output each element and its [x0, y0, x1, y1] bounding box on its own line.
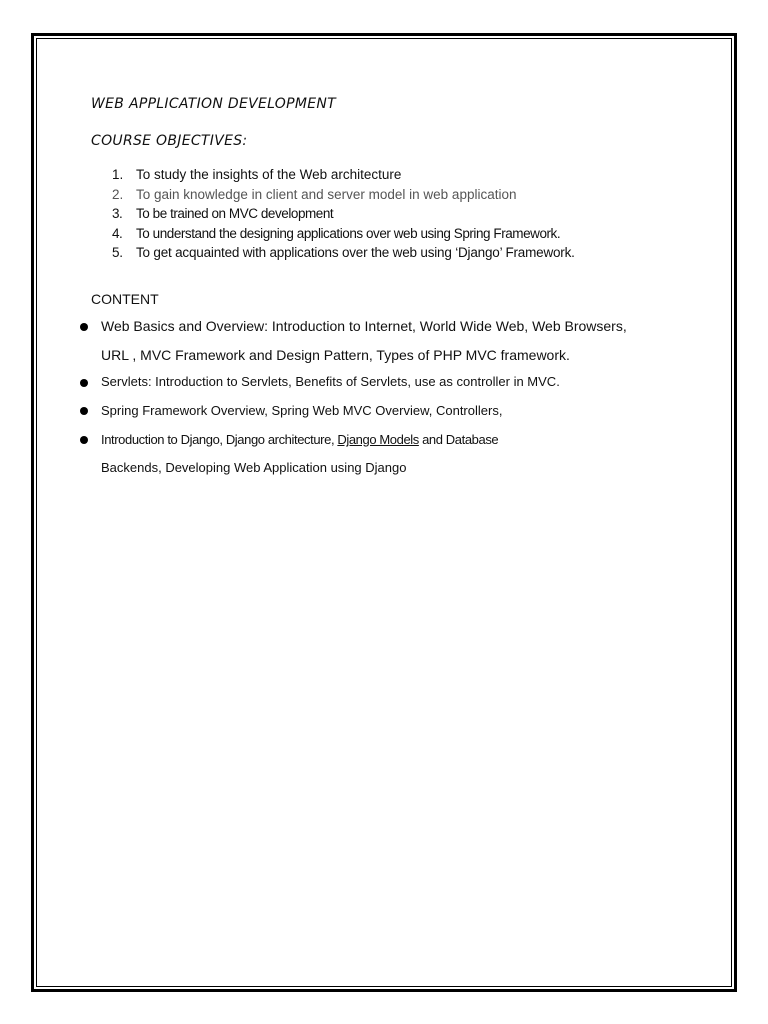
content-item-3: Spring Framework Overview, Spring Web MVC Overview, Controllers, — [101, 403, 503, 418]
bullet-icon — [80, 379, 88, 387]
objective-item — [112, 204, 575, 224]
content-item-4-line-1 — [101, 432, 498, 447]
content-item-4-text-end: and Database — [418, 432, 499, 447]
objective-item — [112, 165, 575, 185]
objective-item — [112, 185, 575, 205]
content-item-1-line-2: URL , MVC Framework and Design Pattern, Types of PHP MVC framework. — [101, 347, 570, 363]
objective-number: 2. — [112, 186, 124, 202]
objective-number: 4. — [112, 225, 123, 241]
objective-item — [112, 243, 575, 263]
content-heading: CONTENT — [91, 291, 159, 307]
objective-item — [112, 224, 575, 244]
bullet-icon — [80, 323, 88, 331]
objectives-list — [112, 165, 575, 263]
django-models-link: Django Models — [337, 432, 419, 447]
bullet-icon — [80, 436, 88, 444]
content-item-2: Servlets: Introduction to Servlets, Benefits of Servlets, use as controller in MVC. — [101, 374, 560, 389]
objective-text: To study the insights of the Web architecture — [136, 167, 402, 182]
content-item-4-text: Introduction to Django, Django architecture, — [101, 432, 338, 447]
bullet-icon — [80, 407, 88, 415]
content-item-1-line-1: Web Basics and Overview: Introduction to Internet, World Wide Web, Web Browsers, — [101, 318, 627, 334]
document-title: WEB APPLICATION DEVELOPMENT — [91, 96, 337, 112]
objective-text: To understand the designing applications over web using Spring Framework. — [136, 225, 561, 241]
objective-number: 3. — [112, 206, 123, 221]
objective-number: 5. — [112, 245, 123, 260]
objective-number: 1. — [112, 167, 124, 182]
content-item-4-line-2: Backends, Developing Web Application using Django — [101, 460, 407, 475]
objectives-heading: COURSE OBJECTIVES: — [91, 133, 248, 149]
objective-text: To be trained on MVC development — [136, 206, 334, 221]
objective-text: To get acquainted with applications over the web using ‘Django’ Framework. — [136, 245, 575, 260]
objective-text: To gain knowledge in client and server model in web application — [136, 186, 517, 202]
